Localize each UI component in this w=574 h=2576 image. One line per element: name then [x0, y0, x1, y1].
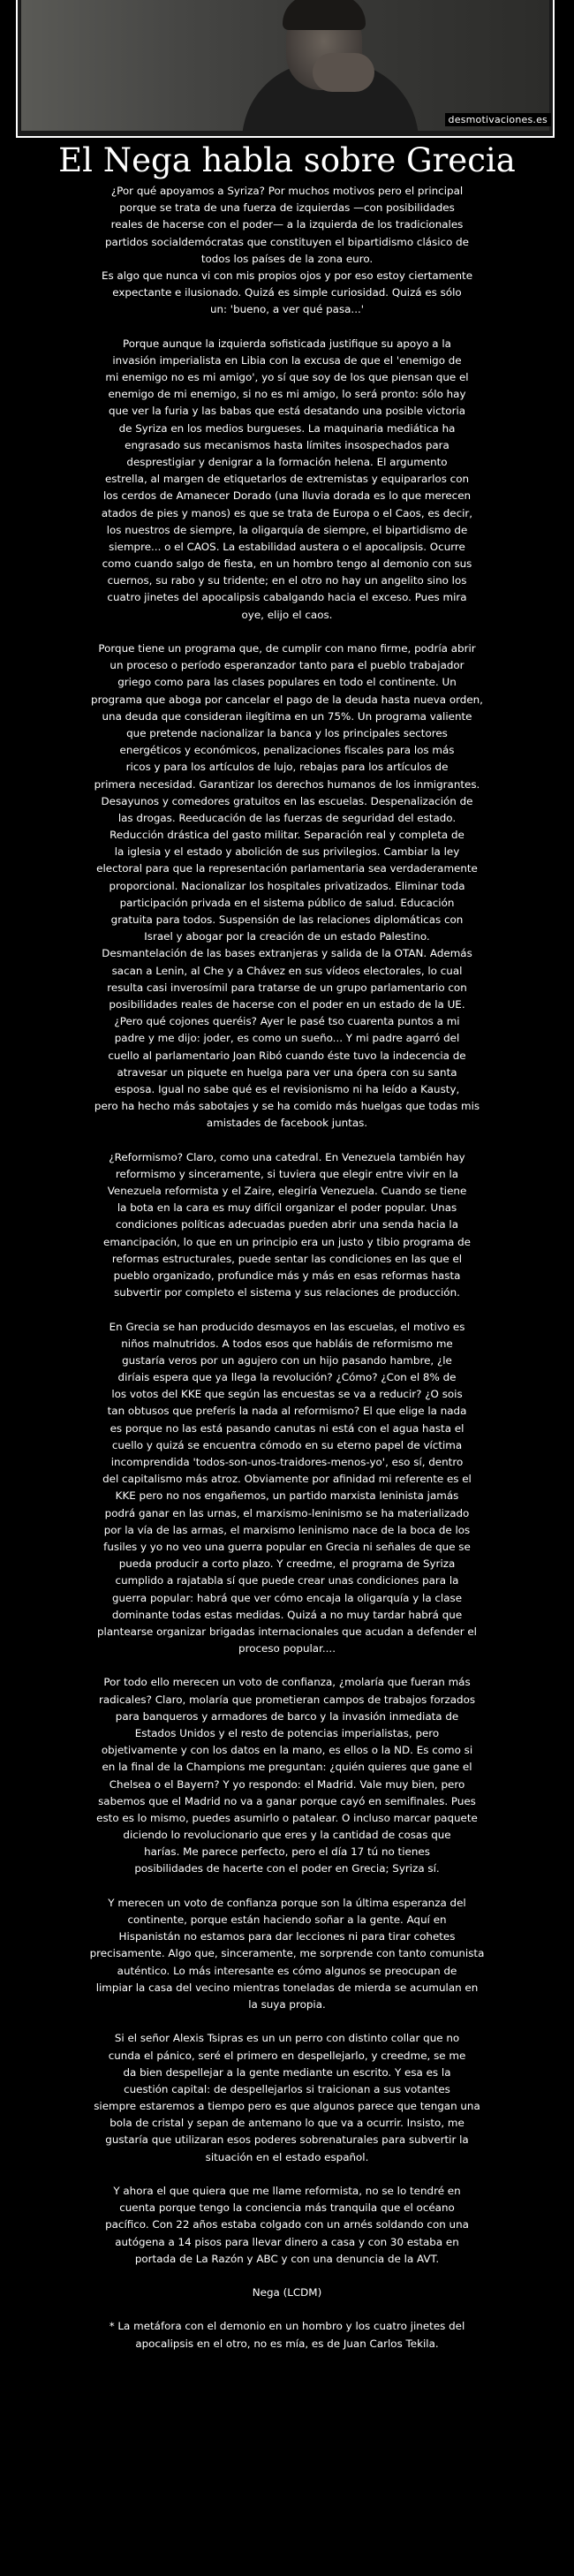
- body-paragraph-9: Y ahora el que quiera que me llame reformista, no se lo tendré en cuenta porque tengo la conciencia más tranquila que el océano pacífico. Con 22 años estaba colgado con un arnés soldando con una autógena a 14 pisos para llevar dinero a casa y con 30 estaba en portada de La Razón y ABC y con una denuncia de la AVT.: [105, 2185, 469, 2265]
- poster-photo: [21, 0, 549, 131]
- body-paragraph-8: Si el señor Alexis Tsipras es un un perro con distinto collar que no cunda el pánico, seré el primero en despellejarlo, y creedme, se me da bien despellejar a la gente mediante un escrito. Y esa es la cuestión capital: de despellejarlos si traicionan a sus votantes siempre estaremos a tiempo pero es que algunos parece que tengan una bola de cristal y sepan de antemano lo que va a ocurrir. Insisto, me gustaría que utilizaran esos poderes sobrenaturales para subvertir la situación en el estado español.: [94, 2032, 480, 2163]
- site-watermark: desmotivaciones.es: [445, 113, 551, 126]
- body-paragraph-4: ¿Reformismo? Claro, como una catedral. En Venezuela también hay reformismo y sinceramente, si tuviera que elegir entre vivir en la Venezuela reformista y el Zaire, elegiría Venezuela. Cuando se tiene la bota en la cara es muy difícil organizar el poder popular. Unas condiciones políticas adecuadas pueden abrir una senda hacia la emancipación, lo que en un principio era un justo y tibio programa de reformas estructurales, puede sentar las condiciones en las que el pueblo organizado, profundice más y más en esas reformas hasta subvertir por completo el sistema y sus relaciones de producción.: [103, 1150, 471, 1299]
- footnote: * La metáfora con el demonio en un hombro y los cuatro jinetes del apocalipsis en el otro, no es mía, es de Juan Carlos Tekila.: [109, 2320, 465, 2350]
- body-paragraph-6: Por todo ello merecen un voto de confianza, ¿molaría que fueran más radicales? Claro, molaría que prometieran campos de trabajos forzados para banqueros y armadores de barco y la invasión inmediata de Estados Unidos y el resto de potencias imperialistas, pero objetivamente y con los datos en la mano, es ellos o la ND. Es como si en la final de la Champions me preguntan: ¿quién quieres que gane el Chelsea o el Bayern? Y yo respondo: el Madrid. Vale muy bien, pero sabemos que el Madrid no va a ganar porque cayó en semifinales. Pues esto es lo mismo, puedes asumirlo o patalear. O incluso marcar paquete diciendo lo revolucionario que eres y la cantidad de cosas que harías. Me parece perfecto, pero el día 17 tú no tienes posibilidades de hacerte con el poder en Grecia; Syriza sí.: [96, 1676, 478, 1875]
- body-paragraph-1: ¿Por qué apoyamos a Syriza? Por muchos motivos pero el principal porque se trata de una fuerza de izquierdas —con posibilidades reales de hacerse con el poder— a la izquierda de los tradicionales partidos socialdemócratas que constituyen el bipartidismo clásico de todos los países de la zona euro. Es algo que nunca vi con mis propios ojos y por eso estoy ciertamente expectante e ilusionado. Quizá es simple curiosidad. Quizá es sólo un: 'bueno, a ver qué pasa...': [101, 185, 473, 316]
- body-paragraph-5: En Grecia se han producido desmayos en las escuelas, el motivo es niños malnutridos. A todos esos que habláis de reformismo me gustaría veros por un agujero con un hijo pasando hambre, ¿le diríais espera que ya llega la revolución? ¿Cómo? ¿Con el 8% de los votos del KKE que según las encuestas se va a reducir? ¿O sois tan obtusos que preferís la nada al reformismo? El que elige la nada es porque no las está pasando canutas ni está con el agua hasta el cuello y quizá se encuentra cómodo en su eterno papel de víctima incomprendida 'todos-son-unos-traidores-menos-yo', eso sí, dentro del capitalismo más atroz. Obviamente por afinidad mi referente es el KKE pero no nos engañemos, un partido marxista leninista jamás podrá ganar en las urnas, el marxismo-leninismo se ha materializado por la vía de las armas, el marxismo leninismo nace de la boca de los fusiles y yo no veo una guerra popular en Grecia ni señales de que se pueda producir a corto plazo. Y creedme, el programa de Syriza cumplido a rajatabla sí que puede crear unas condiciones para la guerra popular: habrá que ver cómo encaja la oligarquía y la clase dominante todas estas medidas. Quizá a no muy tardar habrá que plantearse organizar brigadas internacionales que acudan a defender el proceso popular....: [97, 1320, 477, 1655]
- body-paragraph-3: Porque tiene un programa que, de cumplir con mano firme, podría abrir un proceso o período esperanzador tanto para el pueblo trabajador griego como para las clases populares en todo el continente. Un programa que aboga por cancelar el pago de la deuda hasta nueva orden, una deuda que consideran ilegítima en un 75%. Un programa valiente que pretende nacionalizar la banca y los principales sectores energéticos y económicos, penalizaciones fiscales para los más ricos y para los artículos de lujo, rebajas para los artículos de primera necesidad. Garantizar los derechos humanos de los inmigrantes. Desayunos y comedores gratuitos en las escuelas. Despenalización de las drogas. Reeducación de las fuerzas de seguridad del estado. Reducción drástica del gasto militar. Separación real y completa de la iglesia y el estado y abolición de sus privilegios. Cambiar la ley electoral para que la representación parlamentaria sea verdaderamente proporcional. Nacionalizar los hospitales privatizados. Eliminar toda participación privada en el sistema público de salud. Educación gratuita para todos. Suspensión de las relaciones diplomáticas con Israel y abogar por la creación de un estado Palestino. Desmantelación de las bases extranjeras y salida de la OTAN. Además sacan a Lenin, al Che y a Chávez en sus vídeos electorales, lo cual resulta casi inverosímil para tratarse de un grupo parlamentario con posibilidades reales de hacerse con el poder en un estado de la UE. ¿Pero qué cojones queréis? Ayer le pasé tso cuarenta puntos a mi padre y me dijo: joder, es como un sueño... Y mi padre agarró del cuello al parlamentario Joan Ribó cuando éste tuvo la indecencia de atravesar un piquete en huelga para ver una ópera con su santa esposa. Igual no sabe qué es el revisionismo ni ha leído a Kausty, pero ha hecho más sabotajes y se ha comido más huelgas que todas mis amistades de facebook juntas.: [91, 642, 483, 1130]
- photo-figure-hair: [283, 0, 366, 30]
- author-signature: Nega (LCDM): [252, 2286, 322, 2299]
- poster-body: [11, 183, 563, 2352]
- poster-title: El Nega habla sobre Grecia: [58, 141, 516, 179]
- body-paragraph-2: Porque aunque la izquierda sofisticada justifique su apoyo a la invasión imperialista en Libia con la excusa de que el 'enemigo de mi enemigo no es mi amigo', yo sí que soy de los que piensan que el enemigo de mi enemigo, si no es mi amigo, lo será pronto: sólo hay que ver la furia y las babas que está desatando una posible victoria de Syriza en los medios burgueses. La maquinaria mediática ha engrasado sus mecanismos hasta límites insospechados para desprestigiar y denigrar a la formación helena. El argumento estrella, al margen de etiquetarlos de extremistas y equipararlos con los cerdos de Amanecer Dorado (una lluvia dorada es lo que merecen atados de pies y manos) es que se trata de Europa o el Caos, es decir, los nuestros de siempre, la oligarquía de siempre, el bipartidismo de siempre... o el CAOS. La estabilidad austera o el apocalipsis. Ocurre como cuando salgo de fiesta, en un hombro tengo al demonio con sus cuernos, su rabo y su tridente; en el otro no hay un angelito sino los cuatro jinetes del apocalipsis cabalgando hacia el exceso. Pues mira oye, elijo el caos.: [101, 337, 473, 621]
- body-paragraph-7: Y merecen un voto de confianza porque son la última esperanza del continente, porque están haciendo soñar a la gente. Aquí en Hispanistán no estamos para dar lecciones ni para tirar cohetes precisamente. Algo que, sinceramente, me sorprende con tanto comunista auténtico. Lo más interesante es cómo algunos se preocupan de limpiar la casa del vecino mientras toneladas de mierda se acumulan en la suya propia.: [89, 1896, 485, 2011]
- photo-figure-hand: [313, 53, 374, 92]
